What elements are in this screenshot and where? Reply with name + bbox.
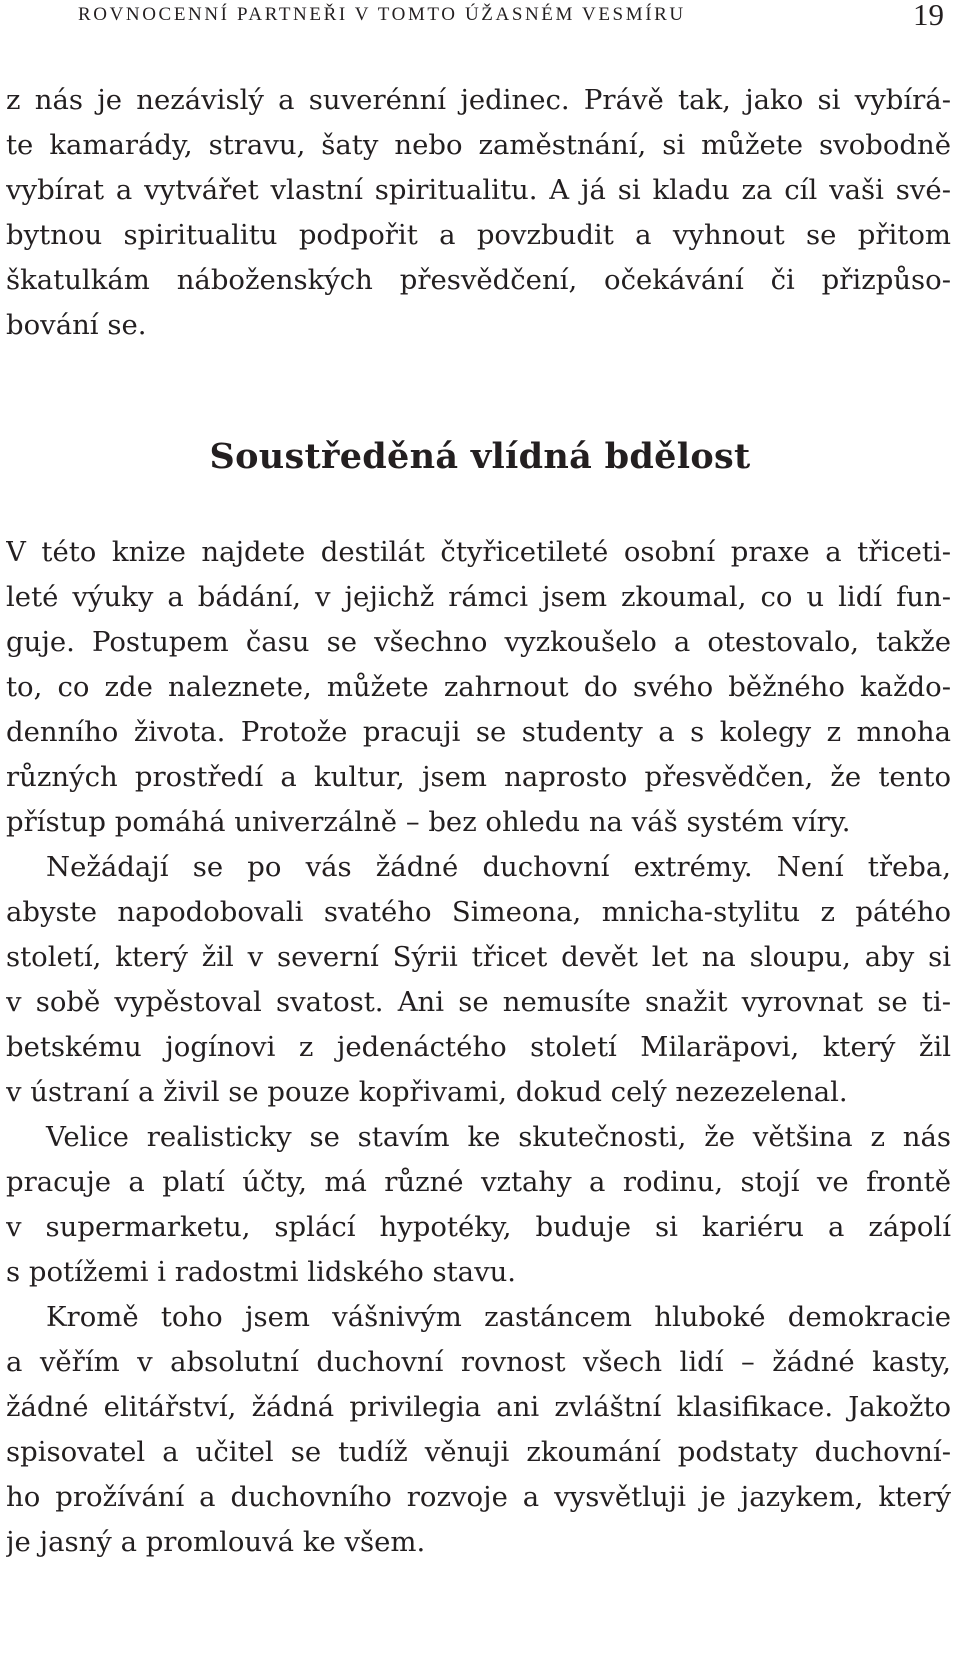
running-head [6,0,952,40]
page-number: 19 [913,0,944,32]
text-line: v ústraní a živil se pouze kopřivami, dokud celý nezezelenal. [6,1076,848,1108]
text-line: pracuje a platí účty, má různé vztahy a rodinu, stojí ve frontě [6,1166,951,1198]
text-line: denního života. Protože pracuji se studenty a s kolegy z mnoha [6,716,951,748]
text-line: v supermarketu, splácí hypotéky, buduje si kariéru a zápolí [6,1211,951,1243]
text-line: a věřím v absolutní duchovní rovnost všech lidí – žádné kasty, [6,1346,951,1378]
text-line: různých prostředí a kultur, jsem naprosto přesvědčen, že tento [6,761,951,793]
text-line: žádné elitářství, žádná privilegia ani zvláštní klasifikace. Jakožto [6,1391,951,1423]
text-line: Nežádají se po vás žádné duchovní extrémy. Není třeba, [46,851,951,883]
text-line: Kromě toho jsem vášnivým zastáncem hluboké demokracie [46,1301,951,1333]
text-line: Velice realisticky se stavím ke skutečnosti, že většina z nás [46,1121,951,1153]
text-line: bování se. [6,309,147,341]
text-line: V této knize najdete destilát čtyřicetileté osobní praxe a třiceti- [6,536,951,568]
text-line: ho prožívání a duchovního rozvoje a vysvětluji je jazykem, který [6,1481,951,1513]
text-line: z nás je nezávislý a suverénní jedinec. Právě tak, jako si vybírá- [6,84,951,116]
text-line: století, který žil v severní Sýrii třicet devět let na sloupu, aby si [6,941,951,973]
text-line: betskému jogínovi z jedenáctého století Milaräpovi, který žil [6,1031,951,1063]
text-line: škatulkám náboženských přesvědčení, očekávání či přizpůso- [6,264,951,296]
text-line: leté výuky a bádání, v jejichž rámci jsem zkoumal, co u lidí fun- [6,581,951,613]
text-line: v sobě vypěstoval svatost. Ani se nemusíte snažit vyrovnat se ti- [6,986,951,1018]
text-line: abyste napodobovali svatého Simeona, mnicha-stylitu z pátého [6,896,951,928]
text-line: přístup pomáhá univerzálně – bez ohledu na váš systém víry. [6,806,851,838]
text-line: to, co zde naleznete, můžete zahrnout do svého běžného každo- [6,671,951,703]
text-line: bytnou spiritualitu podpořit a povzbudit a vyhnout se přitom [6,219,951,251]
running-head-title: ROVNOCENNÍ PARTNEŘI V TOMTO ÚŽASNÉM VESMÍRU [78,4,686,25]
text-line: s potížemi i radostmi lidského stavu. [6,1256,517,1288]
section-heading: Soustředěná vlídná bdělost [209,436,751,477]
text-line: je jasný a promlouvá ke všem. [6,1526,426,1558]
text-line: spisovatel a učitel se tudíž věnuji zkoumání podstaty duchovní- [6,1436,951,1468]
text-line: guje. Postupem času se všechno vyzkoušelo a otestovalo, takže [6,626,951,658]
text-line: te kamarády, stravu, šaty nebo zaměstnání, si můžete svobodně [6,129,951,161]
text-line: vybírat a vytvářet vlastní spiritualitu. A já si kladu za cíl vaši své- [6,174,951,206]
